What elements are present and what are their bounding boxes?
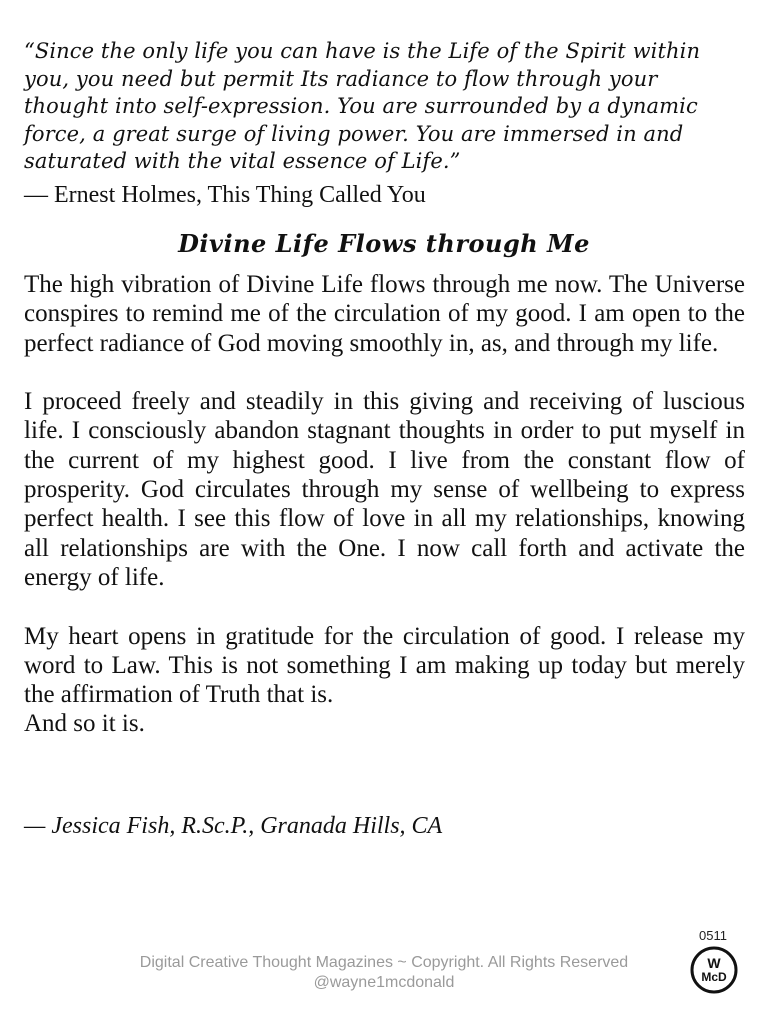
closing-line: And so it is. bbox=[24, 710, 145, 738]
footer-handle: @wayne1mcdonald bbox=[313, 974, 455, 991]
author-signature: — Jessica Fish, R.Sc.P., Granada Hills, CA bbox=[24, 813, 443, 839]
body-paragraph-2: I proceed freely and steadily in this giving and receiving of luscious life. I consciously abandon stagnant thoughts in order to put myself in the current of my highest good. I live from the constant flow of prosperity. God circulates through my sense of wellbeing to express perfect health. I see this flow of love in all my relationships, knowing all relationships are with the One. I now call forth and activate the energy of life. bbox=[24, 388, 745, 591]
page-code: 0511 bbox=[699, 928, 727, 943]
body-paragraph-3 bbox=[24, 622, 745, 739]
opening-quote: “Since the only life you can have is the Life of the Spirit within you, you need but permit Its radiance to flow through your thought into self-expression. You are surrounded by a dynamic force, a great surge of living power. You are immersed in and saturated with the vital essence of Life.” bbox=[24, 39, 701, 173]
quote-attribution: — Ernest Holmes, This Thing Called You bbox=[24, 182, 426, 208]
body-paragraph-1: The high vibration of Divine Life flows through me now. The Universe conspires to remind me of the circulation of my good. I am open to the perfect radiance of God moving smoothly in, as, and through my life. bbox=[24, 271, 745, 357]
footer bbox=[0, 953, 768, 993]
affirmation-body bbox=[24, 270, 745, 739]
logo-text-top: W bbox=[707, 955, 721, 971]
body-paragraph-3-text: My heart opens in gratitude for the circulation of good. I release my word to Law. This is not something I am making up today but merely the affirmation of Truth that is. bbox=[24, 622, 745, 709]
footer-copyright: Digital Creative Thought Magazines ~ Copyright. All Rights Reserved bbox=[139, 954, 629, 971]
page-title: Divine Life Flows through Me bbox=[178, 229, 590, 258]
logo-text-bottom: McD bbox=[701, 970, 727, 984]
